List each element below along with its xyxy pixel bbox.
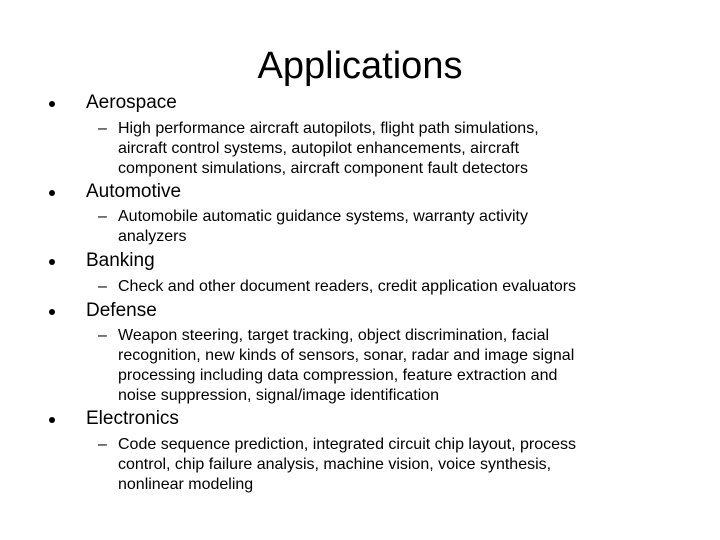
bullet-heading: Banking [86, 250, 155, 271]
bullet-heading: Aerospace [86, 92, 177, 113]
bullet-dot-icon [49, 259, 55, 265]
bullet-dot-icon [49, 309, 55, 315]
bullet-electronics [59, 408, 179, 430]
dash-icon: – [98, 278, 107, 295]
slide-title: Applications [257, 45, 463, 87]
sub-bullet-text: Code sequence prediction, integrated circuit chip layout, process control, chip failure analysis, machine vision, voice synthesis, nonlinear modeling [118, 436, 577, 493]
bullet-automotive [59, 181, 181, 203]
sub-bullet-aerospace [98, 119, 658, 179]
dash-icon: – [98, 208, 107, 225]
bullet-heading: Defense [86, 300, 157, 321]
sub-bullet-electronics [98, 435, 658, 495]
bullet-heading: Automotive [86, 181, 182, 202]
bullet-defense [59, 300, 157, 322]
dash-icon: – [98, 327, 107, 344]
sub-bullet-text: Weapon steering, target tracking, object discrimination, facial recognition, new kinds of sensors, sonar, radar and image signal processing including data compression, feature extraction and noise suppression, signal/image identification [118, 327, 575, 404]
sub-bullet-automotive [98, 207, 658, 247]
sub-bullet-text: High performance aircraft autopilots, flight path simulations, aircraft control systems, autopilot enhancements, aircraft component simulations, aircraft component fault detectors [118, 120, 539, 177]
sub-bullet-text: Automobile automatic guidance systems, warranty activity analyzers [118, 208, 528, 245]
sub-bullet-defense [98, 326, 658, 406]
sub-bullet-text: Check and other document readers, credit application evaluators [118, 278, 577, 295]
bullet-aerospace [59, 92, 177, 114]
bullet-heading: Electronics [86, 408, 179, 429]
bullet-dot-icon [49, 101, 55, 107]
dash-icon: – [98, 436, 107, 453]
bullet-banking [59, 250, 155, 272]
dash-icon: – [98, 120, 107, 137]
bullet-dot-icon [49, 417, 55, 423]
bullet-dot-icon [49, 190, 55, 196]
sub-bullet-banking [98, 277, 658, 297]
